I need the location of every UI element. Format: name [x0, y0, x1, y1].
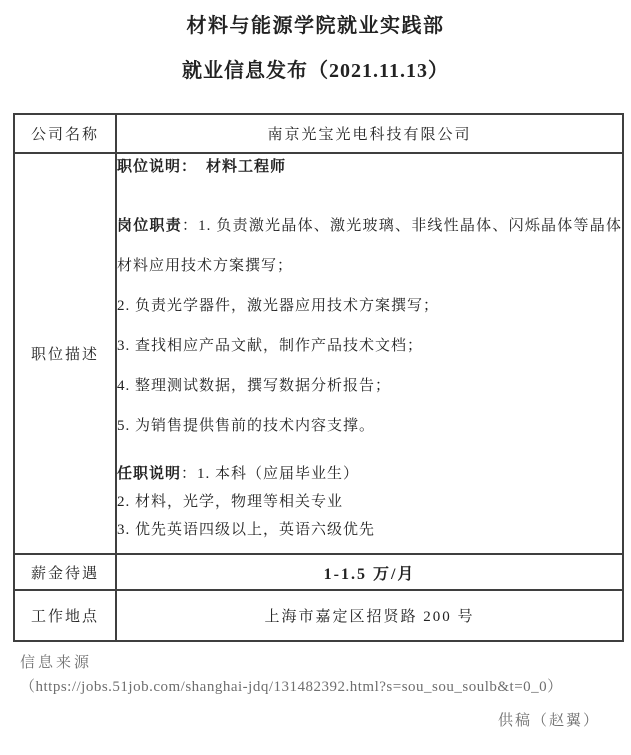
job-description-content — [116, 153, 623, 554]
requirement-text: ：1. 本科（应届毕业生） — [181, 466, 360, 482]
duty-item — [117, 206, 622, 286]
table-row-company — [14, 114, 623, 153]
info-source-url: （https://jobs.51job.com/shanghai-jdq/131482392.html?s=sou_sou_soulb&t=0_0） — [20, 679, 563, 695]
position-value: 材料工程师 — [206, 159, 287, 175]
position-label: 职位说明： — [117, 159, 198, 175]
location-value: 上海市嘉定区招贤路 200 号 — [116, 590, 623, 641]
contributor-credit: 供稿（赵翼） — [497, 713, 600, 729]
info-source-label: 信息来源 — [20, 655, 93, 671]
table-row-salary — [14, 554, 623, 590]
requirement-item: 2. 材料，光学，物理等相关专业 — [117, 494, 344, 510]
job-description-label: 职位描述 — [14, 153, 116, 554]
page-title: 材料与能源学院就业实践部 — [186, 15, 445, 37]
salary-label: 薪金待遇 — [14, 554, 116, 590]
company-name-value: 南京光宝光电科技有限公司 — [116, 114, 623, 153]
info-source-block — [20, 651, 631, 699]
duty-item: 2. 负责光学器件，激光器应用技术方案撰写； — [117, 298, 440, 314]
table-row-location — [14, 590, 623, 641]
requirement-item — [117, 460, 622, 488]
location-label: 工作地点 — [14, 590, 116, 641]
duty-item: 3. 查找相应产品文献，制作产品技术文档； — [117, 338, 424, 354]
position-line — [117, 154, 622, 180]
company-name-label: 公司名称 — [14, 114, 116, 153]
duty-text: ：1. 负责激光晶体、激光玻璃、非线性晶体、闪烁晶体等晶体材料应用技术方案撰写； — [117, 218, 622, 274]
page-subtitle: 就业信息发布（2021.11.13） — [182, 60, 449, 82]
duty-item: 4. 整理测试数据，撰写数据分析报告； — [117, 378, 392, 394]
duty-item: 5. 为销售提供售前的技术内容支撑。 — [117, 418, 376, 434]
requirement-item: 3. 优先英语四级以上，英语六级优先 — [117, 522, 376, 538]
job-info-table — [13, 113, 624, 642]
duties-label: 岗位职责 — [117, 218, 182, 234]
salary-value: 1-1.5 万/月 — [116, 554, 623, 590]
requirements-label: 任职说明 — [117, 466, 182, 482]
table-row-job-description — [14, 153, 623, 554]
